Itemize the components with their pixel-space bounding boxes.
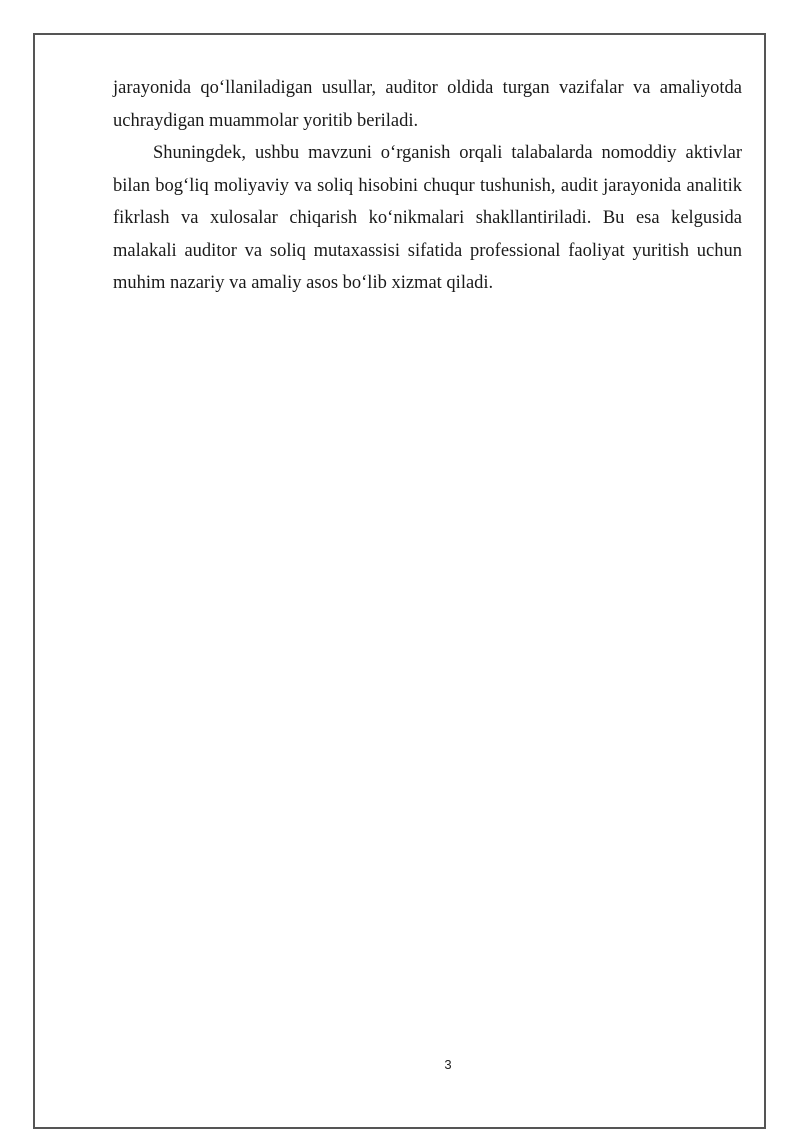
paragraph-body: Shuningdek, ushbu mavzuni o‘rganish orqali talabalarda nomoddiy aktivlar bilan bog‘liq moliyaviy va soliq hisobini chuqur tushunish, audit jarayonida analitik fikrlash va xulosalar chiqarish ko‘nikmalari shakllantiriladi. Bu esa kelgusida malakali auditor va soliq mutaxassisi sifatida professional faoliyat yuritish uchun muhim nazariy va amaliy asos bo‘lib xizmat qiladi. <box>113 143 742 293</box>
page-number: 3 <box>444 1057 452 1072</box>
paragraph-continuation: jarayonida qo‘llaniladigan usullar, auditor oldida turgan vazifalar va amaliyotda uchraydigan muammolar yoritib beriladi. <box>113 78 742 131</box>
body-text <box>113 72 742 300</box>
